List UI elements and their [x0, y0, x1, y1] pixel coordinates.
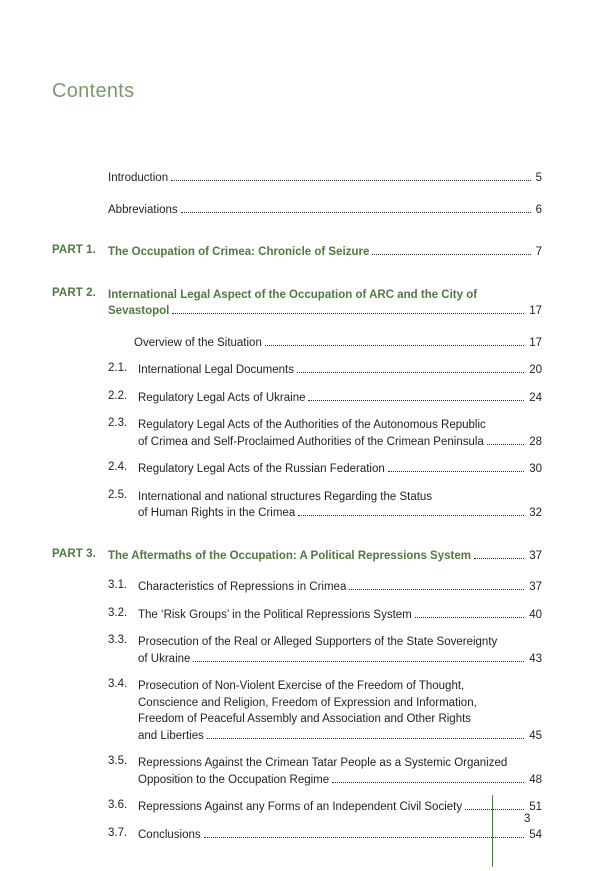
- toc-section-number: 2.3.: [108, 417, 128, 429]
- toc-section-number: 3.3.: [108, 634, 128, 646]
- leader-dots: [181, 204, 531, 213]
- toc-entry-part-2[interactable]: [52, 287, 542, 320]
- spacer: [52, 816, 542, 827]
- toc-entry-part-3[interactable]: [52, 548, 542, 565]
- toc-page-number: 6: [535, 203, 542, 216]
- toc-page-number: 32: [529, 507, 542, 519]
- leader-dots: [265, 337, 524, 346]
- leader-dots: [172, 307, 524, 314]
- toc-entry-2-5[interactable]: [52, 489, 542, 522]
- toc-entry-2-3[interactable]: [52, 417, 542, 450]
- toc-page-number: 30: [529, 463, 542, 475]
- spacer: [52, 596, 542, 607]
- spacer: [52, 667, 542, 678]
- toc-entry-text-line-1: Regulatory Legal Acts of the Authorities of the Autonomous Republic: [138, 419, 486, 431]
- toc-entry-text-line-2: Opposition to the Occupation Regime: [138, 773, 330, 786]
- spacer: [52, 379, 542, 390]
- toc-section-number: 2.1.: [108, 362, 128, 374]
- leader-dots: [487, 438, 524, 445]
- toc-page-number: 40: [529, 608, 542, 621]
- toc-section-number: 3.6.: [108, 799, 128, 811]
- toc-entry-introduction[interactable]: [52, 170, 542, 187]
- toc-section-number: 3.7.: [108, 826, 128, 839]
- toc-entry-text: Conclusions: [138, 828, 201, 841]
- toc-entry-text: Regulatory Legal Acts of Ukraine: [138, 391, 306, 404]
- toc-page-number: 7: [535, 246, 542, 258]
- footer-divider: [492, 795, 493, 867]
- leader-dots: [298, 509, 524, 516]
- toc-entry-3-5[interactable]: [52, 755, 542, 788]
- toc-part-label: PART 2.: [52, 286, 96, 299]
- toc-entry-3-3[interactable]: [52, 634, 542, 667]
- toc-section-number: 3.5.: [108, 755, 128, 767]
- leader-dots: [474, 550, 524, 559]
- toc-entry-text-line-2: of Ukraine: [138, 652, 191, 665]
- leader-dots: [332, 776, 524, 783]
- leader-dots: [349, 581, 524, 590]
- spacer: [52, 788, 542, 799]
- toc-entry-3-2[interactable]: [52, 607, 542, 624]
- toc-section-number: 2.5.: [108, 488, 128, 501]
- spacer: [52, 320, 542, 335]
- toc-entry-3-4[interactable]: [52, 678, 542, 744]
- toc-entry-text: Repressions Against any Forms of an Independent Civil Society: [138, 801, 463, 813]
- toc-section-number: 3.2.: [108, 606, 128, 619]
- spacer: [52, 261, 542, 287]
- page-title: Contents: [52, 80, 135, 102]
- toc-entry-text-line-4: and Liberties: [138, 729, 204, 742]
- spacer: [52, 351, 542, 362]
- toc-entry-2-1[interactable]: [52, 362, 542, 379]
- toc-page-number: 5: [535, 172, 542, 184]
- spacer: [52, 564, 542, 579]
- toc-entry-text: Characteristics of Repressions in Crimea: [138, 581, 347, 593]
- toc-page-number: 17: [529, 305, 542, 317]
- toc-entry-text: Abbreviations: [108, 203, 178, 216]
- toc-section-number: 2.4.: [108, 461, 128, 473]
- leader-dots: [207, 732, 524, 739]
- toc-page-number: 28: [529, 435, 542, 448]
- toc-page-number: 37: [529, 581, 542, 593]
- leader-dots: [415, 609, 524, 618]
- toc-part-label: PART 1.: [52, 244, 96, 256]
- toc-entry-2-4[interactable]: [52, 461, 542, 478]
- spacer: [52, 522, 542, 548]
- toc-section-number: 3.4.: [108, 678, 128, 690]
- toc-page-number: 24: [529, 391, 542, 404]
- leader-dots: [308, 392, 524, 401]
- spacer: [52, 187, 542, 202]
- toc-entry-text: Overview of the Situation: [134, 336, 262, 349]
- leader-dots: [171, 172, 530, 181]
- toc-section-number: 3.1.: [108, 579, 128, 591]
- page-number: 3: [524, 813, 531, 825]
- toc-page-number: 20: [529, 364, 542, 376]
- leader-dots: [193, 655, 524, 662]
- toc-page-number: 48: [529, 773, 542, 786]
- toc-entry-text: Introduction: [108, 172, 169, 184]
- toc-entry-abbreviations[interactable]: [52, 202, 542, 219]
- toc-entry-text-line-3: Freedom of Peaceful Assembly and Association and Other Rights: [138, 713, 472, 725]
- toc-entry-text-line-1: International Legal Aspect of the Occupation of ARC and the City of: [108, 288, 478, 301]
- toc-entry-text: The ‘Risk Groups’ in the Political Repressions System: [138, 608, 412, 621]
- toc-entry-text: The Occupation of Crimea: Chronicle of Seizure: [108, 246, 370, 258]
- toc-page-number: 54: [529, 828, 542, 841]
- toc-entry-text: Regulatory Legal Acts of the Russian Federation: [138, 463, 385, 475]
- toc-page-number: 45: [529, 729, 542, 742]
- toc-page-number: 43: [529, 652, 542, 665]
- toc-page-number: 51: [529, 801, 542, 813]
- toc-entry-text-line-1: Repressions Against the Crimean Tatar People as a Systemic Organized: [138, 757, 508, 769]
- spacer: [52, 406, 542, 417]
- leader-dots: [372, 246, 530, 255]
- toc-part-label: PART 3.: [52, 547, 96, 560]
- leader-dots: [465, 801, 524, 810]
- leader-dots: [204, 829, 525, 838]
- toc-entry-part-1[interactable]: [52, 244, 542, 261]
- spacer: [52, 478, 542, 489]
- toc-entry-overview-of-the-situation[interactable]: [52, 335, 542, 352]
- spacer: [52, 450, 542, 461]
- toc-page-number: 37: [529, 549, 542, 562]
- leader-dots: [297, 364, 524, 373]
- toc-entry-text: International Legal Documents: [138, 364, 294, 376]
- toc-entry-text-line-2: Sevastopol: [108, 305, 170, 317]
- spacer: [52, 218, 542, 244]
- toc-entry-2-2[interactable]: [52, 390, 542, 407]
- toc-entry-text-line-1: Prosecution of the Real or Alleged Supporters of the State Sovereignty: [138, 636, 498, 648]
- table-of-contents: [52, 170, 542, 843]
- toc-entry-text: The Aftermaths of the Occupation: A Political Repressions System: [108, 549, 471, 562]
- leader-dots: [388, 463, 524, 472]
- toc-entry-text-line-2: of Crimea and Self-Proclaimed Authorities of the Crimean Peninsula: [138, 435, 484, 448]
- toc-page-number: 17: [529, 336, 542, 349]
- toc-entry-text-line-2: Conscience and Religion, Freedom of Expression and Information,: [138, 696, 477, 709]
- toc-section-number: 2.2.: [108, 389, 128, 402]
- spacer: [52, 623, 542, 634]
- toc-entry-text-line-2: of Human Rights in the Crimea: [138, 507, 296, 519]
- toc-entry-3-1[interactable]: [52, 579, 542, 596]
- toc-entry-text-line-1: Prosecution of Non-Violent Exercise of the Freedom of Thought,: [138, 680, 465, 692]
- spacer: [52, 744, 542, 755]
- toc-entry-3-7[interactable]: [52, 827, 542, 844]
- toc-entry-text-line-1: International and national structures Regarding the Status: [138, 490, 433, 503]
- toc-entry-3-6[interactable]: [52, 799, 542, 816]
